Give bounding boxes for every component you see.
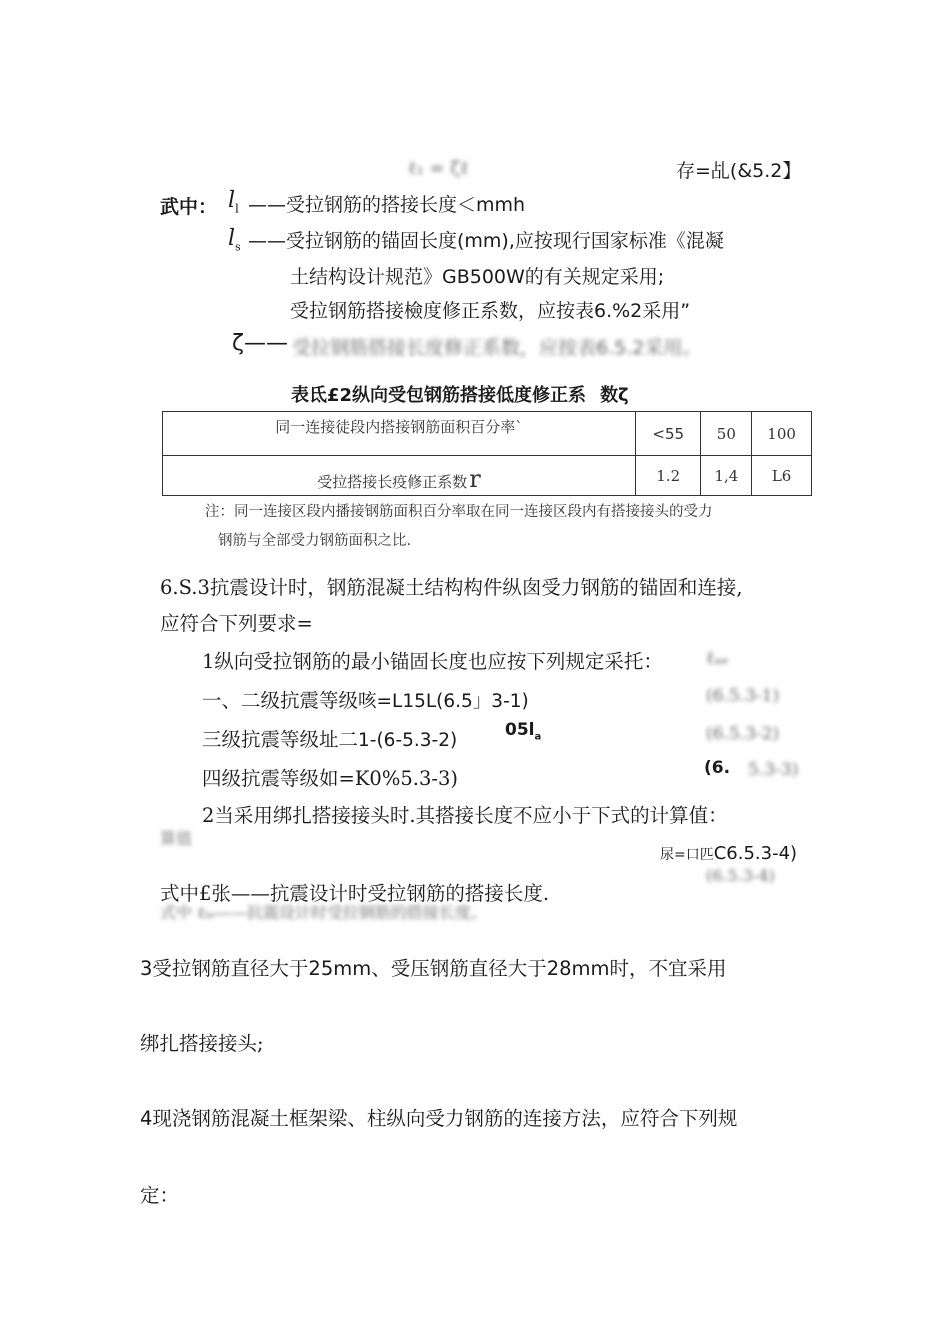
definition-anchorage-length: ——受拉钢筋的锚固长度(mm),应按现行国家标准《混凝 (248, 230, 724, 252)
equation-6-5-3-4: 尿=口匹C6.5.3-4) (660, 843, 798, 864)
where-prefix: 武中： (160, 196, 218, 218)
paragraph-4-line2: 定： (140, 1184, 180, 1207)
table-cell: L6 (752, 456, 812, 496)
definition-anchorage-length-cont: 土结构设计规范》GB500W的有关规定采用; (290, 266, 665, 288)
blurred-ghost-text: ℓ₁ = ζℓ (408, 158, 469, 179)
paragraph-4-line1: 4现浇钢筋混凝土框架梁、柱纵向受力钢筋的连接方法，应符合下列规 (140, 1107, 738, 1130)
grade-3-equation: 三级抗震等级址二1-(6-5.3-2) (202, 728, 458, 751)
blurred-ghost-text: 5.3-3) (748, 760, 799, 780)
table-cell-factor-label: 受拉搭接长疫修正系数r (163, 456, 636, 496)
blurred-ghost-text: (6.5.3-4) (706, 866, 775, 885)
where-seismic-lap-length: 式中£张——抗震设计时受拉钢筋的搭接长度. (160, 882, 550, 905)
table-cell: <55 (636, 412, 701, 456)
blurred-zeta-definition: 受拉钢筋搭接长度修正系数，应按表6.5.2采用。 (292, 337, 702, 359)
symbol-l-l: $l_l$ (228, 188, 239, 216)
table-title: 表氐£2纵向受包钢筋搭接低度修正系 数ζ (291, 385, 629, 406)
blurred-ghost-text: (6.5.3-1) (706, 686, 780, 706)
symbol-l-s: $l_s$ (228, 226, 241, 254)
table-cell: 1.2 (636, 456, 701, 496)
equation-6-5-2: 存=乩(&5.2】 (676, 160, 802, 182)
grade-3-side-note: $05l_a$ (505, 720, 542, 743)
grade-4-side-note: (6. (704, 758, 731, 778)
table-row (163, 412, 812, 456)
paragraph-3-line1: 3受拉钢筋直径大于25mm、受压钢筋直径大于28mm时，不宜采用 (140, 957, 727, 980)
item-2-lap-splice: 2当采用绑扎搭接接头时.其搭接长度不应小于下式的计算值： (202, 804, 728, 827)
blurred-ghost-text: 式中 ℓₗₑ——抗震设计时受拉钢筋的搭接长度。 (160, 903, 487, 922)
table-cell: 50 (701, 412, 752, 456)
section-6-5-3-line2: 应符合下列要求= (160, 612, 313, 635)
item-1-anchorage: 1纵向受拉钢筋的最小锚固长度也应按下列规定采托： (202, 650, 663, 673)
symbol-zeta: ζ—— (232, 331, 288, 356)
blurred-ghost-text: (6.5.3-2) (706, 724, 780, 744)
definition-correction-factor: 受拉钢筋搭接檢度修正系数，应按表6.%2采用” (290, 300, 691, 322)
blurred-ghost-text: ℓₐₑ (706, 648, 729, 669)
table-cell: 100 (752, 412, 812, 456)
table-note-line2: 钢筋与全部受力钢筋面积之比. (218, 533, 412, 549)
grade-4-equation: 四级抗震等级如=K0%5.3-3) (202, 767, 458, 790)
section-6-5-3-line1: 6.S.3抗震设计时，钢筋混凝土结构构件纵囱受力钢筋的锚固和连接, (160, 576, 743, 599)
grade-1-2-equation: 一、二级抗震等级咳=L15L(6.5」3-1) (202, 689, 529, 712)
paragraph-3-line2: 绑扎搭接接头; (140, 1032, 264, 1055)
table-note-line1: 注：同一连接区段内播接钢筋面积百分率取在同一连接区段内有搭接接头的受力 (205, 504, 713, 520)
correction-coefficient-table (162, 411, 812, 496)
blurred-ghost-text: 算值 (160, 829, 193, 848)
table-cell: 1,4 (701, 456, 752, 496)
definition-lap-length: ——受拉钢筋的搭接长度＜mmh (248, 194, 526, 216)
table-row (163, 456, 812, 496)
table-cell-percentage-label: 同一连接徒段内搭接钢筋面积百分率` (163, 412, 636, 456)
